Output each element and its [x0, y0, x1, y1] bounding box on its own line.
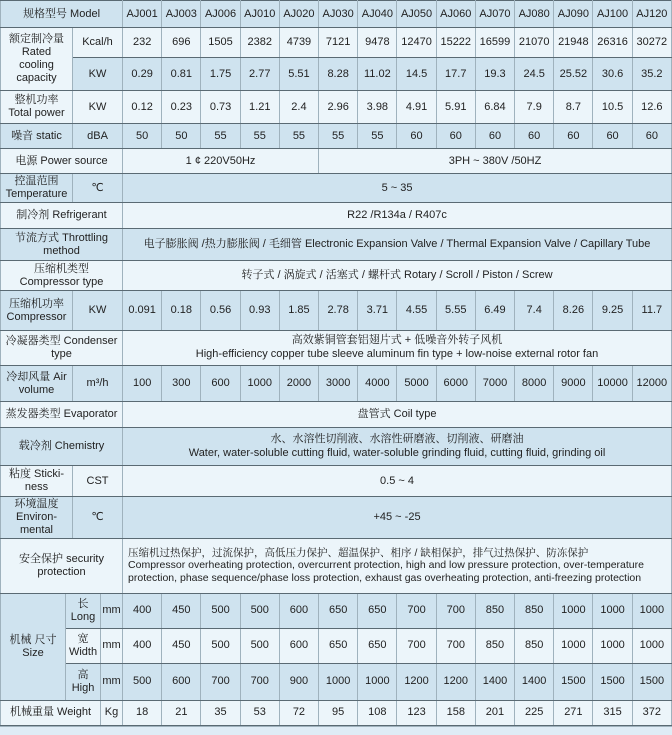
compressor-type-value: 转子式 / 涡旋式 / 活塞式 / 螺杆式 Rotary / Scroll / Piston / Screw — [123, 261, 672, 291]
value-cell: 225 — [515, 700, 554, 725]
value-cell: AJ020 — [279, 1, 318, 28]
value-cell: 3.71 — [358, 291, 397, 331]
safety-value-en: Compressor overheating protection, overcurrent protection, high and low pressure protection, over-temperature protection, phase sequence/phase loss protection, exhaust gas overheating protection, anti-freezing protection — [128, 559, 644, 585]
value-cell: 24.5 — [515, 58, 554, 91]
value-cell: AJ090 — [554, 1, 593, 28]
value-cell: 100 — [123, 366, 162, 402]
value-cell: 1000 — [319, 663, 358, 700]
safety-row — [1, 538, 672, 593]
value-cell: 2.96 — [319, 91, 358, 124]
rated-cooling-kcal-row — [1, 28, 672, 58]
weight-row — [1, 700, 672, 725]
size-long-unit: mm — [101, 593, 123, 628]
chemistry-label: 载冷剂 Chemistry — [1, 428, 123, 466]
value-cell: 201 — [475, 700, 514, 725]
noise-unit: dBA — [73, 124, 123, 149]
value-cell: 232 — [123, 28, 162, 58]
value-cell: 1505 — [201, 28, 240, 58]
value-cell: 21070 — [515, 28, 554, 58]
value-cell: 650 — [319, 593, 358, 628]
value-cell: 4739 — [279, 28, 318, 58]
rated-cooling-kw-unit: KW — [73, 58, 123, 91]
value-cell: 60 — [475, 124, 514, 149]
value-cell: 35 — [201, 700, 240, 725]
safety-value-zh: 压缩机过热保护，过流保护，高低压力保护、超温保护、相序 / 缺相保护，排气过热保护、防冻保护 — [128, 546, 589, 559]
value-cell: 55 — [319, 124, 358, 149]
value-cell: 1000 — [632, 593, 671, 628]
value-cell: 16599 — [475, 28, 514, 58]
value-cell: 1500 — [632, 663, 671, 700]
total-power-unit: KW — [73, 91, 123, 124]
value-cell: 60 — [397, 124, 436, 149]
power-source-single-phase: 1 ¢ 220V50Hz — [123, 149, 319, 174]
value-cell: 8.7 — [554, 91, 593, 124]
value-cell: 18 — [123, 700, 162, 725]
value-cell: 650 — [319, 628, 358, 663]
value-cell: 8000 — [515, 366, 554, 402]
value-cell: AJ010 — [240, 1, 279, 28]
value-cell: 21948 — [554, 28, 593, 58]
value-cell: 1200 — [436, 663, 475, 700]
model-header-label: 规格型号 Model — [1, 1, 123, 28]
condenser-value-zh: 高效紫铜管套铝翅片式 + 低噪音外转子风机 — [291, 334, 503, 347]
value-cell: 12470 — [397, 28, 436, 58]
safety-value — [123, 538, 672, 593]
value-cell: 700 — [397, 593, 436, 628]
value-cell: AJ100 — [593, 1, 632, 28]
chemistry-value-zh: 水、水溶性切削液、水溶性研磨液、切削液、研磨油 — [270, 432, 524, 445]
value-cell: 4.91 — [397, 91, 436, 124]
ambient-value: +45 ~ -25 — [123, 497, 672, 539]
value-cell: 500 — [201, 628, 240, 663]
throttling-label: 节流方式 Throttling method — [1, 229, 123, 261]
value-cell: 3.98 — [358, 91, 397, 124]
value-cell: 400 — [123, 628, 162, 663]
size-long-row — [1, 593, 672, 628]
value-cell: 55 — [240, 124, 279, 149]
value-cell: 0.81 — [162, 58, 201, 91]
noise-row — [1, 124, 672, 149]
value-cell: 158 — [436, 700, 475, 725]
value-cell: 7.9 — [515, 91, 554, 124]
evaporator-row — [1, 402, 672, 428]
value-cell: AJ006 — [201, 1, 240, 28]
condenser-value-en: High-efficiency copper tube sleeve aluminum fin type + low-noise external rotor fan — [195, 348, 599, 360]
value-cell: 850 — [475, 593, 514, 628]
value-cell: 15222 — [436, 28, 475, 58]
value-cell: 1400 — [515, 663, 554, 700]
value-cell: 650 — [358, 628, 397, 663]
value-cell: 95 — [319, 700, 358, 725]
value-cell: 5000 — [397, 366, 436, 402]
value-cell: 55 — [201, 124, 240, 149]
size-high-label: 高 High — [66, 663, 101, 700]
total-power-row — [1, 91, 672, 124]
value-cell: 14.5 — [397, 58, 436, 91]
value-cell: 7000 — [475, 366, 514, 402]
value-cell: 600 — [162, 663, 201, 700]
value-cell: 19.3 — [475, 58, 514, 91]
compressor-type-label: 压缩机类型 Compressor type — [1, 261, 123, 291]
evaporator-label: 蒸发器类型 Evaporator — [1, 402, 123, 428]
value-cell: 72 — [279, 700, 318, 725]
value-cell: 500 — [201, 593, 240, 628]
value-cell: 1000 — [593, 628, 632, 663]
value-cell: AJ120 — [632, 1, 671, 28]
rated-cooling-kw-row — [1, 58, 672, 91]
value-cell: 300 — [162, 366, 201, 402]
value-cell: 9478 — [358, 28, 397, 58]
value-cell: 60 — [632, 124, 671, 149]
value-cell: 2000 — [279, 366, 318, 402]
stickiness-label: 粘度 Sticki-ness — [1, 466, 73, 497]
size-width-unit: mm — [101, 628, 123, 663]
value-cell: 12.6 — [632, 91, 671, 124]
value-cell: 8.28 — [319, 58, 358, 91]
value-cell: 50 — [162, 124, 201, 149]
ambient-row — [1, 497, 672, 539]
evaporator-value: 盘管式 Coil type — [123, 402, 672, 428]
temp-range-row — [1, 174, 672, 203]
value-cell: AJ070 — [475, 1, 514, 28]
value-cell: AJ080 — [515, 1, 554, 28]
value-cell: 7.4 — [515, 291, 554, 331]
value-cell: 4000 — [358, 366, 397, 402]
value-cell: 400 — [123, 593, 162, 628]
size-width-row — [1, 628, 672, 663]
value-cell: 1000 — [554, 593, 593, 628]
chemistry-value — [123, 428, 672, 466]
model-header-row — [1, 1, 672, 28]
value-cell: 35.2 — [632, 58, 671, 91]
value-cell: 700 — [240, 663, 279, 700]
weight-label: 机械重量 Weight — [1, 700, 101, 725]
value-cell: 1.85 — [279, 291, 318, 331]
condenser-label: 冷凝器类型 Condenser type — [1, 331, 123, 366]
size-high-row — [1, 663, 672, 700]
value-cell: 2.78 — [319, 291, 358, 331]
value-cell: 7121 — [319, 28, 358, 58]
air-volume-label: 冷却风量 Air volume — [1, 366, 73, 402]
value-cell: 0.12 — [123, 91, 162, 124]
value-cell: 1000 — [358, 663, 397, 700]
compressor-type-row — [1, 261, 672, 291]
value-cell: 5.91 — [436, 91, 475, 124]
value-cell: 450 — [162, 628, 201, 663]
value-cell: 60 — [515, 124, 554, 149]
value-cell: 50 — [123, 124, 162, 149]
value-cell: 0.18 — [162, 291, 201, 331]
size-label: 机械 尺寸 Size — [1, 593, 66, 700]
condenser-row — [1, 331, 672, 366]
compressor-power-label: 压缩机功率 Compressor — [1, 291, 73, 331]
refrigerant-value: R22 /R134a / R407c — [123, 203, 672, 229]
value-cell: 850 — [515, 593, 554, 628]
value-cell: 55 — [358, 124, 397, 149]
value-cell: 1400 — [475, 663, 514, 700]
value-cell: 1000 — [632, 628, 671, 663]
value-cell: 9.25 — [593, 291, 632, 331]
value-cell: 25.52 — [554, 58, 593, 91]
value-cell: 700 — [397, 628, 436, 663]
value-cell: 372 — [632, 700, 671, 725]
value-cell: 0.56 — [201, 291, 240, 331]
value-cell: 0.93 — [240, 291, 279, 331]
power-source-row — [1, 149, 672, 174]
weight-unit: Kg — [101, 700, 123, 725]
value-cell: 30.6 — [593, 58, 632, 91]
value-cell: 0.091 — [123, 291, 162, 331]
bottom-strip — [0, 726, 672, 735]
temp-range-label: 控温范围 Temperature — [1, 174, 73, 203]
size-high-unit: mm — [101, 663, 123, 700]
value-cell: 600 — [279, 593, 318, 628]
air-volume-unit: m³/h — [73, 366, 123, 402]
value-cell: 53 — [240, 700, 279, 725]
value-cell: AJ030 — [319, 1, 358, 28]
value-cell: 2.4 — [279, 91, 318, 124]
stickiness-value: 0.5 ~ 4 — [123, 466, 672, 497]
value-cell: 10.5 — [593, 91, 632, 124]
value-cell: 8.26 — [554, 291, 593, 331]
value-cell: 60 — [593, 124, 632, 149]
value-cell: 4.55 — [397, 291, 436, 331]
value-cell: 600 — [201, 366, 240, 402]
size-long-label: 长 Long — [66, 593, 101, 628]
value-cell: 55 — [279, 124, 318, 149]
throttling-value: 电子膨胀阀 /热力膨胀阀 / 毛细管 Electronic Expansion Valve / Thermal Expansion Valve / Capillary Tube — [123, 229, 672, 261]
value-cell: 6.49 — [475, 291, 514, 331]
value-cell: 1500 — [554, 663, 593, 700]
stickiness-unit: CST — [73, 466, 123, 497]
value-cell: 850 — [475, 628, 514, 663]
noise-label: 噪音 static — [1, 124, 73, 149]
value-cell: 2.77 — [240, 58, 279, 91]
power-source-label: 电源 Power source — [1, 149, 123, 174]
value-cell: 0.23 — [162, 91, 201, 124]
chemistry-row — [1, 428, 672, 466]
value-cell: 3000 — [319, 366, 358, 402]
value-cell: 1000 — [554, 628, 593, 663]
value-cell: 6.84 — [475, 91, 514, 124]
refrigerant-row — [1, 203, 672, 229]
condenser-value — [123, 331, 672, 366]
throttling-row — [1, 229, 672, 261]
value-cell: 696 — [162, 28, 201, 58]
value-cell: 2382 — [240, 28, 279, 58]
compressor-power-unit: KW — [73, 291, 123, 331]
value-cell: 600 — [279, 628, 318, 663]
value-cell: AJ040 — [358, 1, 397, 28]
ambient-label: 环境温度 Environ-mental — [1, 497, 73, 539]
total-power-label: 整机功率 Total power — [1, 91, 73, 124]
value-cell: 11.02 — [358, 58, 397, 91]
ambient-unit: ℃ — [73, 497, 123, 539]
value-cell: 1.75 — [201, 58, 240, 91]
value-cell: 0.29 — [123, 58, 162, 91]
chemistry-value-en: Water, water-soluble cutting fluid, water-soluble grinding fluid, cutting fluid, grinding oil — [188, 446, 606, 459]
temp-range-unit: ℃ — [73, 174, 123, 203]
size-width-label: 宽 Width — [66, 628, 101, 663]
value-cell: 500 — [123, 663, 162, 700]
value-cell: 500 — [240, 593, 279, 628]
value-cell: 9000 — [554, 366, 593, 402]
value-cell: 315 — [593, 700, 632, 725]
value-cell: AJ001 — [123, 1, 162, 28]
value-cell: 700 — [201, 663, 240, 700]
value-cell: 30272 — [632, 28, 671, 58]
stickiness-row — [1, 466, 672, 497]
value-cell: 900 — [279, 663, 318, 700]
value-cell: 1500 — [593, 663, 632, 700]
rated-cooling-label: 额定制冷量 Rated cooling capacity — [1, 28, 73, 91]
compressor-power-row — [1, 291, 672, 331]
air-volume-row — [1, 366, 672, 402]
value-cell: 17.7 — [436, 58, 475, 91]
value-cell: 108 — [358, 700, 397, 725]
value-cell: 5.55 — [436, 291, 475, 331]
value-cell: 0.73 — [201, 91, 240, 124]
rated-cooling-kcal-unit: Kcal/h — [73, 28, 123, 58]
value-cell: 650 — [358, 593, 397, 628]
value-cell: 1000 — [593, 593, 632, 628]
value-cell: 6000 — [436, 366, 475, 402]
value-cell: AJ050 — [397, 1, 436, 28]
refrigerant-label: 制冷剂 Refrigerant — [1, 203, 123, 229]
safety-label: 安全保护 security protection — [1, 538, 123, 593]
value-cell: 123 — [397, 700, 436, 725]
value-cell: 60 — [554, 124, 593, 149]
temp-range-value: 5 ~ 35 — [123, 174, 672, 203]
value-cell: 450 — [162, 593, 201, 628]
value-cell: 12000 — [632, 366, 671, 402]
value-cell: AJ003 — [162, 1, 201, 28]
value-cell: 5.51 — [279, 58, 318, 91]
power-source-three-phase: 3PH ~ 380V /50HZ — [319, 149, 672, 174]
value-cell: AJ060 — [436, 1, 475, 28]
value-cell: 500 — [240, 628, 279, 663]
value-cell: 10000 — [593, 366, 632, 402]
value-cell: 11.7 — [632, 291, 671, 331]
value-cell: 60 — [436, 124, 475, 149]
value-cell: 1.21 — [240, 91, 279, 124]
value-cell: 26316 — [593, 28, 632, 58]
value-cell: 271 — [554, 700, 593, 725]
value-cell: 21 — [162, 700, 201, 725]
value-cell: 850 — [515, 628, 554, 663]
value-cell: 700 — [436, 628, 475, 663]
value-cell: 1000 — [240, 366, 279, 402]
value-cell: 700 — [436, 593, 475, 628]
value-cell: 1200 — [397, 663, 436, 700]
